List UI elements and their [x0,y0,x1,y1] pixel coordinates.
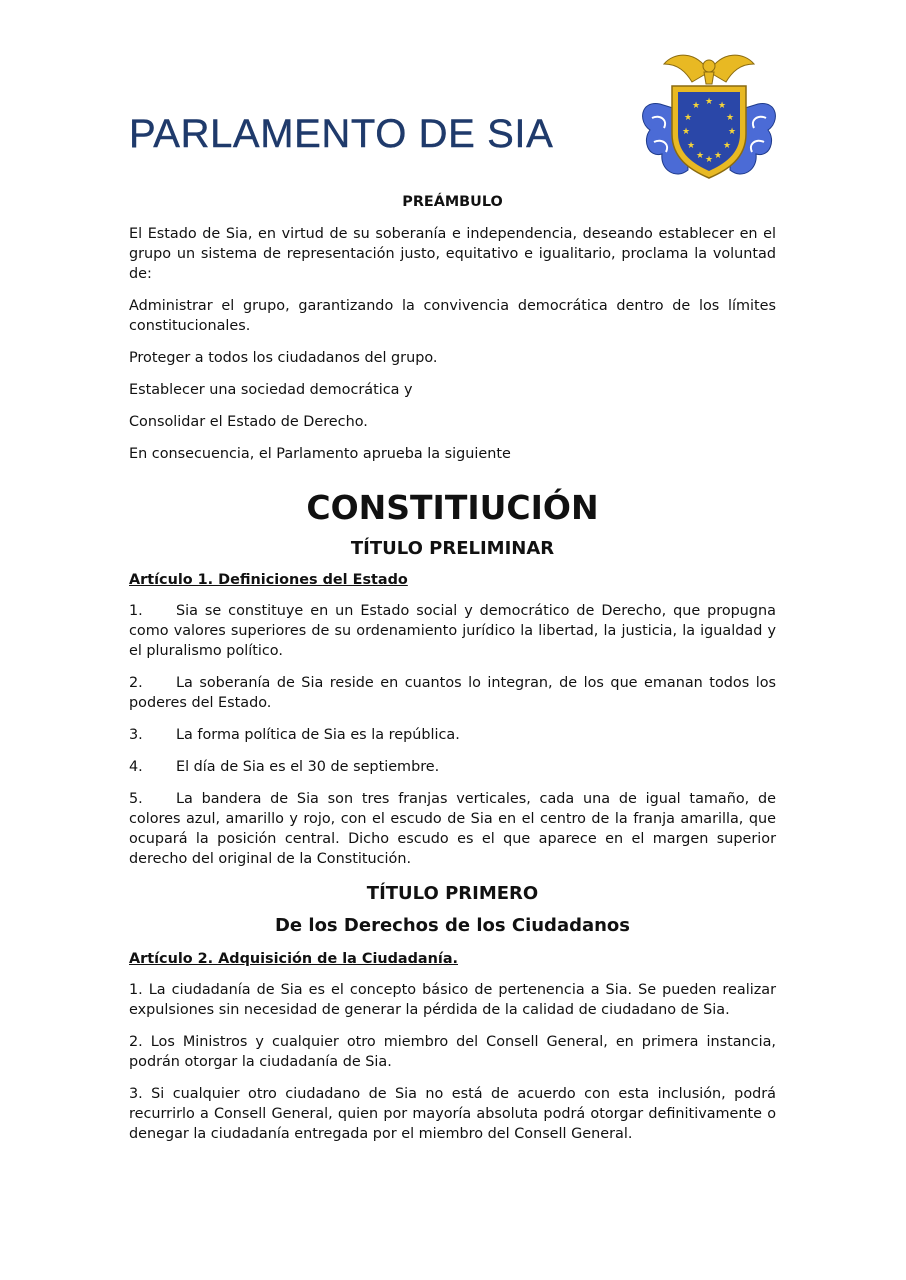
article-2-item: 3. Si cualquier otro ciudadano de Sia no está de acuerdo con esta inclusión, podrá recurrirlo a Consell General, quien por mayoría absoluta podrá otorgar definitivamente o denegar la ciudadanía entregada por el miembro del Consell General. [129,1086,776,1142]
preamble-paragraph: En consecuencia, el Parlamento aprueba la siguiente [129,446,511,462]
svg-text:★: ★ [691,101,701,111]
titulo-primero-subheading: De los Derechos de los Ciudadanos [274,915,631,936]
article-1-item: 3. La forma política de Sia es la república. [129,727,460,743]
article-2-heading: Artículo 2. Adquisición de la Ciudadanía. [129,951,459,967]
svg-text:★: ★ [681,127,691,137]
preamble-paragraph: Proteger a todos los ciudadanos del grupo. [129,350,438,366]
constitution-title: CONSTITIUCIÓN [306,488,599,527]
article-2-item: 2. Los Ministros y cualquier otro miembro del Consell General, en primera instancia, podrán otorgar la ciudadanía de Sia. [129,1034,776,1070]
svg-text:★: ★ [722,141,732,151]
svg-text:★: ★ [725,113,735,123]
preamble-paragraph: El Estado de Sia, en virtud de su soberanía e independencia, deseando establecer en el grupo un sistema de representación justo, equitativo e igualitario, proclama la voluntad de: [129,226,776,282]
parliament-title: PARLAMENTO DE SIA [129,112,554,156]
svg-text:★: ★ [704,155,714,165]
svg-text:★: ★ [713,151,723,161]
preamble-heading: PREÁMBULO [402,194,503,210]
document-header [129,112,553,157]
article-1-heading: Artículo 1. Definiciones del Estado [129,572,408,588]
eagle-shield-crest-icon [638,42,780,186]
preamble-paragraph: Administrar el grupo, garantizando la convivencia democrática dentro de los límites constitucionales. [129,298,776,334]
svg-text:★: ★ [717,101,727,111]
article-1-item: 1. Sia se constituye en un Estado social y democrático de Derecho, que propugna como valores superiores de su ordenamiento jurídico la libertad, la justicia, la igualdad y el pluralismo político. [129,603,776,659]
svg-text:★: ★ [695,151,705,161]
svg-text:★: ★ [686,141,696,151]
svg-text:★: ★ [727,127,737,137]
preamble-paragraph: Establecer una sociedad democrática y [129,382,413,398]
svg-text:★: ★ [704,97,714,107]
article-1-item: 2. La soberanía de Sia reside en cuantos lo integran, de los que emanan todos los poderes del Estado. [129,675,776,711]
article-1-item: 5. La bandera de Sia son tres franjas verticales, cada una de igual tamaño, de colores azul, amarillo y rojo, con el escudo de Sia en el centro de la franja amarilla, que ocupará la posición central. Dicho escudo es el que aparece en el margen superior derecho del original de la Constitución. [129,791,776,867]
preamble-paragraph: Consolidar el Estado de Derecho. [129,414,368,430]
titulo-primero-heading: TÍTULO PRIMERO [366,883,539,904]
article-2-item: 1. La ciudadanía de Sia es el concepto básico de pertenencia a Sia. Se pueden realizar expulsiones sin necesidad de generar la pérdida de la calidad de ciudadano de Sia. [129,982,776,1018]
article-1-item: 4. El día de Sia es el 30 de septiembre. [129,759,440,775]
svg-text:★: ★ [683,113,693,123]
document-body [129,192,776,1156]
titulo-preliminar-heading: TÍTULO PRELIMINAR [350,538,555,559]
